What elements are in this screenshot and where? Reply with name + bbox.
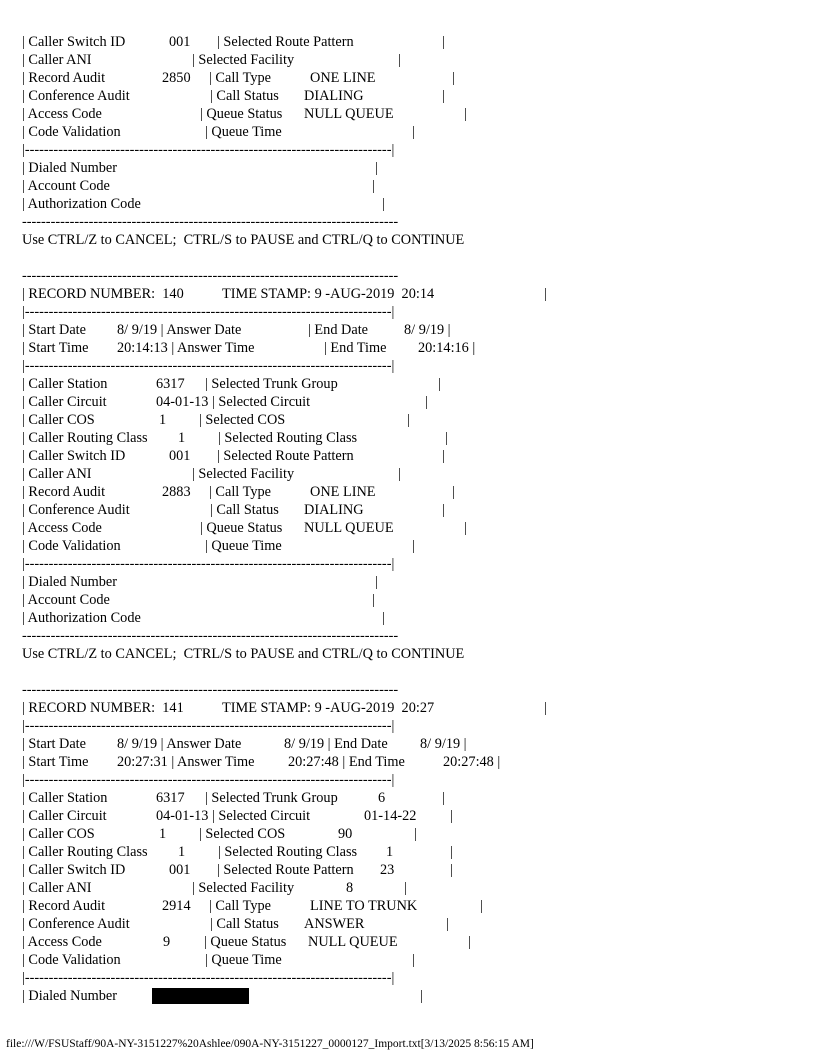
- log-text: 04-01-13 | Selected Circuit: [156, 394, 311, 410]
- log-line: [22, 771, 802, 789]
- log-text: TIME STAMP: 9 -AUG-2019 20:27: [222, 700, 435, 716]
- log-text: | Queue Time: [205, 124, 282, 140]
- log-text: | Start Date: [22, 322, 87, 338]
- log-line: [22, 969, 802, 987]
- log-line: [22, 699, 802, 717]
- log-line: [22, 141, 802, 159]
- log-text: | Dialed Number: [22, 160, 117, 176]
- log-text: | Caller Switch ID: [22, 34, 126, 50]
- log-text: | Conference Audit: [22, 88, 130, 104]
- log-line: [22, 879, 802, 897]
- log-text: |: [425, 394, 428, 410]
- log-text: | Selected Routing Class: [218, 844, 358, 860]
- log-text: |: [446, 916, 449, 932]
- log-line: [22, 663, 802, 681]
- log-text: 01-14-22: [364, 808, 417, 824]
- log-text: | RECORD NUMBER: 141: [22, 700, 184, 716]
- log-text: 2850: [162, 70, 191, 86]
- log-text: 20:14:13 | Answer Time: [117, 340, 255, 356]
- log-text: ONE LINE: [310, 70, 376, 86]
- log-text: | Selected COS: [199, 412, 286, 428]
- log-line: [22, 231, 802, 249]
- log-text: 2914: [162, 898, 191, 914]
- log-text: | Access Code: [22, 934, 102, 950]
- log-text: | Call Type: [209, 484, 271, 500]
- log-text: 20:27:31 | Answer Time: [117, 754, 255, 770]
- log-line: [22, 249, 802, 267]
- log-line: [22, 861, 802, 879]
- log-text: 1: [159, 826, 167, 842]
- log-text: -------------------------------------------------------------------------------: [22, 268, 399, 284]
- log-text: 001: [169, 448, 191, 464]
- log-text: | Selected Facility: [192, 880, 295, 896]
- log-text: 1: [159, 412, 167, 428]
- log-text: 8/ 9/19 |: [420, 736, 467, 752]
- log-text: | Caller Switch ID: [22, 448, 126, 464]
- log-text: 20:27:48 | End Time: [288, 754, 405, 770]
- log-text: 8/ 9/19 | End Date: [284, 736, 388, 752]
- log-text: 8: [346, 880, 354, 896]
- log-line: [22, 609, 802, 627]
- log-text: |: [412, 124, 415, 140]
- log-text: | Code Validation: [22, 124, 121, 140]
- log-text: 6: [378, 790, 386, 806]
- log-text: |: [412, 538, 415, 554]
- log-text: 04-01-13 | Selected Circuit: [156, 808, 311, 824]
- log-line: [22, 843, 802, 861]
- log-line: [22, 465, 802, 483]
- log-text: NULL QUEUE: [304, 106, 394, 122]
- log-text: | Dialed Number: [22, 574, 117, 590]
- log-text: | Caller Station: [22, 790, 108, 806]
- log-text: | Record Audit: [22, 484, 106, 500]
- log-text: |-----------------------------------------------------------------------------|: [22, 970, 395, 986]
- log-text: | Queue Time: [205, 538, 282, 554]
- log-line: [22, 717, 802, 735]
- log-line: [22, 933, 802, 951]
- log-text: 1: [178, 844, 186, 860]
- log-text: | Account Code: [22, 592, 110, 608]
- log-text: | Record Audit: [22, 70, 106, 86]
- log-text: | Account Code: [22, 178, 110, 194]
- log-line: [22, 33, 802, 51]
- log-text: |: [442, 790, 445, 806]
- log-line: [22, 753, 802, 771]
- log-text: |: [412, 952, 415, 968]
- log-text: |-----------------------------------------------------------------------------|: [22, 358, 395, 374]
- log-text: |: [452, 484, 455, 500]
- log-text: | Conference Audit: [22, 502, 130, 518]
- log-line: [22, 501, 802, 519]
- log-line: [22, 591, 802, 609]
- log-line: [22, 393, 802, 411]
- log-text: |: [438, 376, 441, 392]
- log-text: | Authorization Code: [22, 196, 141, 212]
- log-text: |: [450, 862, 453, 878]
- log-text: NULL QUEUE: [304, 520, 394, 536]
- log-line: [22, 159, 802, 177]
- log-text: 20:14:16 |: [418, 340, 476, 356]
- log-text: |: [372, 178, 375, 194]
- log-text: | Selected Route Pattern: [217, 862, 354, 878]
- log-text: 2883: [162, 484, 191, 500]
- log-text: 001: [169, 862, 191, 878]
- log-line: [22, 105, 802, 123]
- log-line: [22, 303, 802, 321]
- log-text: 8/ 9/19 | Answer Date: [117, 736, 242, 752]
- log-text: 8/ 9/19 |: [404, 322, 451, 338]
- log-line: [22, 123, 802, 141]
- log-text: 6317: [156, 376, 185, 392]
- log-text: | Call Status: [210, 502, 279, 518]
- log-text: | Call Status: [210, 916, 279, 932]
- log-text: | Queue Status: [200, 520, 283, 536]
- log-text: |: [398, 466, 401, 482]
- log-text: Use CTRL/Z to CANCEL; CTRL/S to PAUSE and CTRL/Q to CONTINUE: [22, 232, 465, 248]
- log-text: -------------------------------------------------------------------------------: [22, 214, 399, 230]
- log-text: | Call Type: [209, 70, 271, 86]
- log-text: | Conference Audit: [22, 916, 130, 932]
- log-text: | Start Time: [22, 340, 89, 356]
- log-text: | Queue Status: [200, 106, 283, 122]
- log-text: DIALING: [304, 88, 364, 104]
- log-text: | Dialed Number: [22, 988, 117, 1004]
- log-text: |: [372, 592, 375, 608]
- log-text: DIALING: [304, 502, 364, 518]
- log-text: |: [407, 412, 410, 428]
- log-text: NULL QUEUE: [308, 934, 398, 950]
- log-text: | Caller COS: [22, 412, 95, 428]
- log-text: |: [442, 448, 445, 464]
- log-text: 90: [338, 826, 353, 842]
- log-text: | Selected Facility: [192, 52, 295, 68]
- log-line: [22, 645, 802, 663]
- log-line: [22, 627, 802, 645]
- log-line: [22, 987, 802, 1005]
- log-text: 23: [380, 862, 395, 878]
- log-text: | Queue Time: [205, 952, 282, 968]
- log-text: | Caller ANI: [22, 880, 92, 896]
- log-text: | Access Code: [22, 106, 102, 122]
- log-line: [22, 177, 802, 195]
- log-text: |: [464, 106, 467, 122]
- log-text: |-----------------------------------------------------------------------------|: [22, 142, 395, 158]
- log-text: |: [442, 88, 445, 104]
- log-text: |: [450, 808, 453, 824]
- log-line: [22, 537, 802, 555]
- log-line: [22, 447, 802, 465]
- log-line: [22, 411, 802, 429]
- log-text: | Caller COS: [22, 826, 95, 842]
- log-text: | Caller ANI: [22, 52, 92, 68]
- log-text: |: [544, 286, 547, 302]
- log-text: | Code Validation: [22, 538, 121, 554]
- log-line: [22, 69, 802, 87]
- log-text: | Selected Trunk Group: [205, 790, 338, 806]
- log-line: [22, 339, 802, 357]
- log-line: [22, 573, 802, 591]
- log-text: |: [544, 700, 547, 716]
- log-line: [22, 789, 802, 807]
- log-line: [22, 87, 802, 105]
- log-text: 6317: [156, 790, 185, 806]
- log-text: |: [420, 988, 423, 1004]
- log-text: | Start Date: [22, 736, 87, 752]
- log-text: 9: [163, 934, 171, 950]
- log-line: [22, 807, 802, 825]
- log-text: |-----------------------------------------------------------------------------|: [22, 772, 395, 788]
- log-line: [22, 825, 802, 843]
- log-text: |-----------------------------------------------------------------------------|: [22, 556, 395, 572]
- log-text: |: [398, 52, 401, 68]
- log-text: |: [480, 898, 483, 914]
- redaction-box: [152, 988, 249, 1004]
- log-text: 001: [169, 34, 191, 50]
- log-text: | Call Type: [209, 898, 271, 914]
- log-line: [22, 375, 802, 393]
- log-line: [22, 681, 802, 699]
- log-text: |: [375, 160, 378, 176]
- log-text: |: [382, 196, 385, 212]
- log-text: | Selected Trunk Group: [205, 376, 338, 392]
- log-line: [22, 51, 802, 69]
- log-text: | Selected Facility: [192, 466, 295, 482]
- call-record-log: [22, 33, 802, 1005]
- file-path-footer: file:///W/FSUStaff/90A-NY-3151227%20Ashlee/090A-NY-3151227_0000127_Import.txt[3/13/2025 8:56:15 AM]: [6, 1038, 534, 1050]
- log-line: [22, 357, 802, 375]
- log-line: [22, 519, 802, 537]
- log-text: |: [464, 520, 467, 536]
- log-line: [22, 195, 802, 213]
- log-text: |: [404, 880, 407, 896]
- log-line: [22, 897, 802, 915]
- log-text: |-----------------------------------------------------------------------------|: [22, 718, 395, 734]
- log-text: | Selected Route Pattern: [217, 34, 354, 50]
- log-text: 20:27:48 |: [443, 754, 501, 770]
- log-text: LINE TO TRUNK: [310, 898, 418, 914]
- log-line: [22, 285, 802, 303]
- log-text: | Queue Status: [204, 934, 287, 950]
- log-text: | Caller ANI: [22, 466, 92, 482]
- log-text: |: [442, 502, 445, 518]
- log-text: Use CTRL/Z to CANCEL; CTRL/S to PAUSE and CTRL/Q to CONTINUE: [22, 646, 465, 662]
- log-text: -------------------------------------------------------------------------------: [22, 682, 399, 698]
- log-text: | Caller Routing Class: [22, 430, 148, 446]
- log-text: TIME STAMP: 9 -AUG-2019 20:14: [222, 286, 435, 302]
- log-text: ANSWER: [304, 916, 365, 932]
- log-text: | Code Validation: [22, 952, 121, 968]
- log-text: | Caller Switch ID: [22, 862, 126, 878]
- log-text: |-----------------------------------------------------------------------------|: [22, 304, 395, 320]
- log-text: |: [414, 826, 417, 842]
- log-text: | Authorization Code: [22, 610, 141, 626]
- log-line: [22, 429, 802, 447]
- log-line: [22, 213, 802, 231]
- log-line: [22, 951, 802, 969]
- log-text: |: [468, 934, 471, 950]
- log-text: | End Date: [308, 322, 369, 338]
- log-text: | Selected Route Pattern: [217, 448, 354, 464]
- log-line: [22, 267, 802, 285]
- log-text: | Caller Circuit: [22, 808, 107, 824]
- log-line: [22, 321, 802, 339]
- log-text: ONE LINE: [310, 484, 376, 500]
- log-text: | Start Time: [22, 754, 89, 770]
- log-line: [22, 735, 802, 753]
- log-text: | Selected COS: [199, 826, 286, 842]
- log-text: |: [382, 610, 385, 626]
- log-text: | RECORD NUMBER: 140: [22, 286, 184, 302]
- log-text: |: [450, 844, 453, 860]
- log-text: 1: [178, 430, 186, 446]
- log-text: -------------------------------------------------------------------------------: [22, 628, 399, 644]
- log-text: 1: [386, 844, 394, 860]
- log-text: | Selected Routing Class: [218, 430, 358, 446]
- log-text: | Access Code: [22, 520, 102, 536]
- log-text: | Caller Routing Class: [22, 844, 148, 860]
- log-line: [22, 555, 802, 573]
- log-text: | Record Audit: [22, 898, 106, 914]
- log-text: | Caller Circuit: [22, 394, 107, 410]
- log-text: 8/ 9/19 | Answer Date: [117, 322, 242, 338]
- log-text: |: [445, 430, 448, 446]
- log-text: | Caller Station: [22, 376, 108, 392]
- log-text: |: [452, 70, 455, 86]
- log-text: |: [375, 574, 378, 590]
- log-text: | Call Status: [210, 88, 279, 104]
- log-line: [22, 483, 802, 501]
- log-text: |: [442, 34, 445, 50]
- log-text: | End Time: [324, 340, 387, 356]
- log-line: [22, 915, 802, 933]
